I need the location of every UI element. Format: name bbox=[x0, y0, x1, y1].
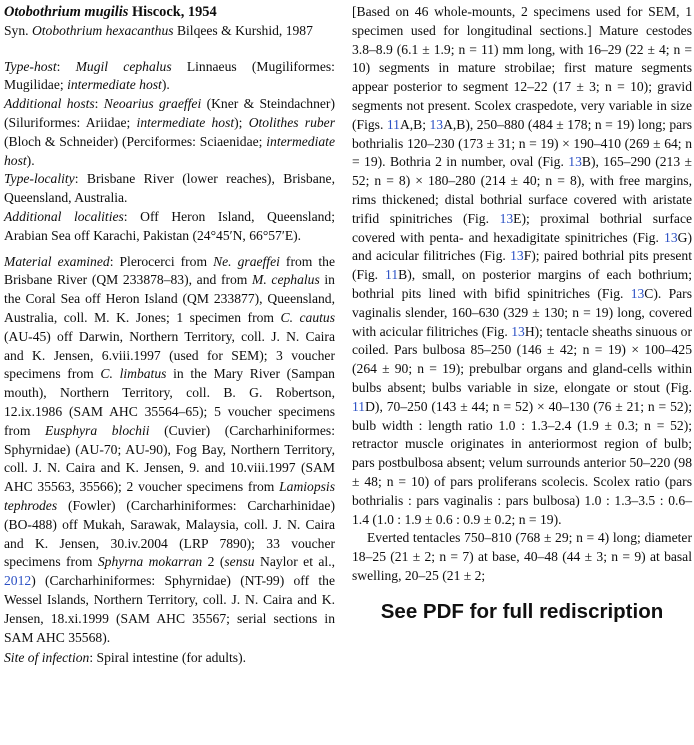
cross-reference-link[interactable]: 13 bbox=[511, 323, 525, 339]
synonym-line: Syn. Otobothrium hexacanthus Bilqees & Kurshid, 1987 bbox=[4, 22, 313, 38]
cross-reference-link[interactable]: 13 bbox=[499, 210, 514, 226]
cross-reference-link[interactable]: 11 bbox=[386, 116, 400, 132]
cross-reference-link[interactable]: 11 bbox=[385, 267, 399, 283]
additional-hosts-entry: Additional hosts: Neoarius graeffei (Kner & Steindachner) (Siluriformes: Ariidae; intermediate host); Otolithes ruber (Bloch & Schneider) (Perciformes: Sciaenidae; intermediate host). bbox=[4, 96, 335, 168]
tentacles-paragraph: Everted tentacles 750–810 (768 ± 29; n = 4) long; diameter 18–25 (21 ± 2; n = 7) at base, 40–48 (44 ± 3; n = 9) at basal swelling, 20–25 (21 ± 2; bbox=[352, 530, 692, 583]
cross-reference-link[interactable]: 13 bbox=[429, 116, 444, 132]
cross-reference-link[interactable]: 2012 bbox=[4, 573, 32, 589]
description-paragraph: [Based on 46 whole-mounts, 2 specimens used for SEM, 1 specimen used for longitudinal sections.] Mature cestodes 3.8–8.9 (6.1 ± 1.9; n = 11) mm long, with 16–29 (22 ± 4; n = 10) segments in mature strobilae; first mature segments appear posterior to segment 12–22 (17 ± 3; n = 10); gravid segments not present. Scolex craspedote, very variable in size (Figs. 11A,B; 13A,B), 250–880 (484 ± 178; n = 19) long; pars bothrialis 120–230 (173 ± 31; n = 19) × 190–410 (269 ± 64; n = 19). Bothria 2 in number, oval (Fig. 13B), 165–290 (213 ± 52; n = 8) × 180–280 (214 ± 40; n = 8), with free margins, rims thickened; distal bothrial surface covered with aristate trifid spinitriches (Fig. 13E); proximal bothrial surface covered with penta- and hexadigitate spinitriches (Fig. 13G) and acicular filitriches (Fig. 13F); paired bothrial pits present (Fig. 11B), small, on posterior margins of each bothrium; bothrial pits lined with bifid spinitriches (Fig. 13C). Pars vaginalis slender, 160–630 (329 ± 130; n = 19) long, covered with acicular filitriches (Fig. 13H); tentacle sheaths sinuous or coiled. Pars bulbosa 85–250 (146 ± 42; n = 19) × 100–425 (264 ± 90; n = 19); prebulbar organs and gland-cells within bulbs absent; bulbs variable in size, elongate or stout (Fig. 11D), 70–250 (143 ± 44; n = 52) × 40–130 (76 ± 21; n = 52); bulb width : length ratio 1.0 : 1.3–2.4 (1.9 ± 0.3; n = 52); retractor muscle originates in anteriormost region of bulb; pars postbulbosa absent; velum surrounds anterior 50–220 (98 ± 48; n = 10) of pars proliferans scolecis. Scolex ratio (pars bothrialis : pars vaginalis : pars bulbosa) 1.0 : 1.3–3.5 : 0.6–1.4 (1.0 : 1.9 ± 0.6 : 0.9 ± 0.2; n = 19). bbox=[352, 4, 693, 527]
see-pdf-note: See PDF for full rediscription bbox=[380, 599, 664, 623]
material-examined-entry: Material examined: Plerocerci from Ne. graeffei from the Brisbane River (QM 233878–83), and from M. cephalus in the Coral Sea off Heron Island (QM 233877), Queensland, Australia, coll. M. K. Jones; 1 specimen from C. cautus (AU-45) off Darwin, Northern Territory, coll. J. N. Caira and K. Jensen, 6.viii.1997 (used for SEM); 3 voucher specimens from C. limbatus in the Mary River (Sampan mouth), Northern Territory, coll. B. G. Robertson, 12.ix.1986 (SAM AHC 35564–65); 5 voucher specimens from Eusphyra blochii (Cuvier) (Carcharhiniformes: Sphyrnidae) (AU-70; AU-90), Fog Bay, Northern Territory, coll. J. N. Caira and K. Jensen, 9. and 10.viii.1997 (SAM AHC 35563, 35566); 2 voucher specimens from Lamiopsis tephrodes (Fowler) (Carcharhiniformes: Carcharhinidae) (BO-488) off Mukah, Sarawak, Malaysia, coll. J. N. Caira and K. Jensen, 30.iv.2004 (LRP 7890); 33 voucher specimens from Sphyrna mokarran 2 (sensu Naylor et al., 2012) (Carcharhiniformes: Sphyrnidae) (NT-99) off the Wessel Islands, Northern Territory, coll. J. N. Caira and K. Jensen, 18.xi.1999 (SAM AHC 35567; serial sections in SAM AHC 35568). bbox=[4, 253, 335, 645]
cross-reference-link[interactable]: 13 bbox=[568, 154, 582, 170]
right-column bbox=[349, 3, 692, 745]
cross-reference-link[interactable]: 13 bbox=[630, 285, 645, 301]
left-column bbox=[4, 3, 349, 745]
cross-reference-link[interactable]: 11 bbox=[352, 398, 366, 414]
site-of-infection-entry: Site of infection: Spiral intestine (for adults). bbox=[4, 650, 247, 666]
cross-reference-link[interactable]: 13 bbox=[664, 229, 678, 245]
type-locality-entry: Type-locality: Brisbane River (lower reaches), Brisbane, Queensland, Australia. bbox=[4, 171, 335, 206]
additional-localities-entry: Additional localities: Off Heron Island, Queensland; Arabian Sea off Karachi, Pakistan (24°45′N, 66°57′E). bbox=[4, 208, 335, 243]
type-host-entry: Type-host: Mugil cephalus Linnaeus (Mugiliformes: Mugilidae; intermediate host). bbox=[4, 58, 335, 93]
cross-reference-link[interactable]: 13 bbox=[510, 248, 524, 264]
species-title: Otobothrium mugilis Hiscock, 1954 bbox=[4, 4, 217, 20]
